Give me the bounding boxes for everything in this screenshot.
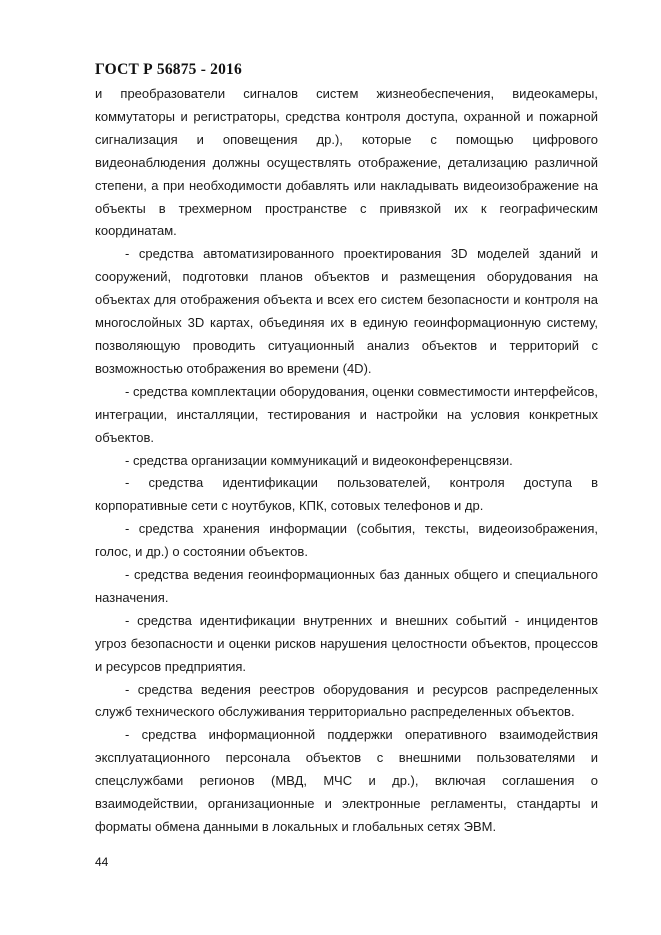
paragraph: - средства комплектации оборудования, оценки совместимости интерфейсов, интеграции, инсталляции, тестирования и настройки на условия конкретных объектов. [95,383,598,445]
paragraph: - средства ведения реестров оборудования и ресурсов распределенных служб технического обслуживания территориально распределенных объектов. [95,681,598,720]
paragraph: - средства информационной поддержки оперативного взаимодействия эксплуатационного персонала объектов с внешними пользователями и спецслужбами регионов (МВД, МЧС и др.), включая соглашения о взаимодействии, организационные и электронные регламенты, стандарты и форматы обмена данными в локальных и глобальных сетях ЭВМ. [95,727,598,834]
paragraph: и преобразователи сигналов систем жизнеобеспечения, видеокамеры, коммутаторы и регистраторы, средства контроля доступа, охранной и пожарной сигнализация и оповещения др.), которые с помощью цифрового видеонаблюдения должны осуществлять отображение, детализацию различной степени, а при необходимости добавлять или накладывать видеоизображение на объекты в трехмерном пространстве с привязкой их к географическим координатам. [95,86,598,239]
paragraph: - средства ведения геоинформационных баз данных общего и специального назначения. [95,567,598,605]
document-body [95,83,598,839]
paragraph: - средства идентификации внутренних и внешних событий - инцидентов угроз безопасности и оценки рисков нарушения целостности объектов, процессов и ресурсов предприятия. [95,612,598,674]
paragraph: - средства идентификации пользователей, контроля доступа в корпоративные сети с ноутбуков, КПК, сотовых телефонов и др. [95,475,598,514]
document-header: ГОСТ Р 56875 - 2016 [95,61,242,78]
page-number: 44 [95,855,109,869]
paragraph: - средства автоматизированного проектирования 3D моделей зданий и сооружений, подготовки планов объектов и размещения оборудования на объектах для отображения объекта и всех его систем безопасности и контроля на многослойных 3D картах, объединяя их в единую геоинформационную систему, позволяющую проводить ситуационный анализ объектов и территорий с возможностью отображения во времени (4D). [95,246,598,376]
paragraph: - средства организации коммуникаций и видеоконференцсвязи. [125,452,513,468]
paragraph: - средства хранения информации (события, тексты, видеоизображения, голос, и др.) о состоянии объектов. [95,521,598,560]
